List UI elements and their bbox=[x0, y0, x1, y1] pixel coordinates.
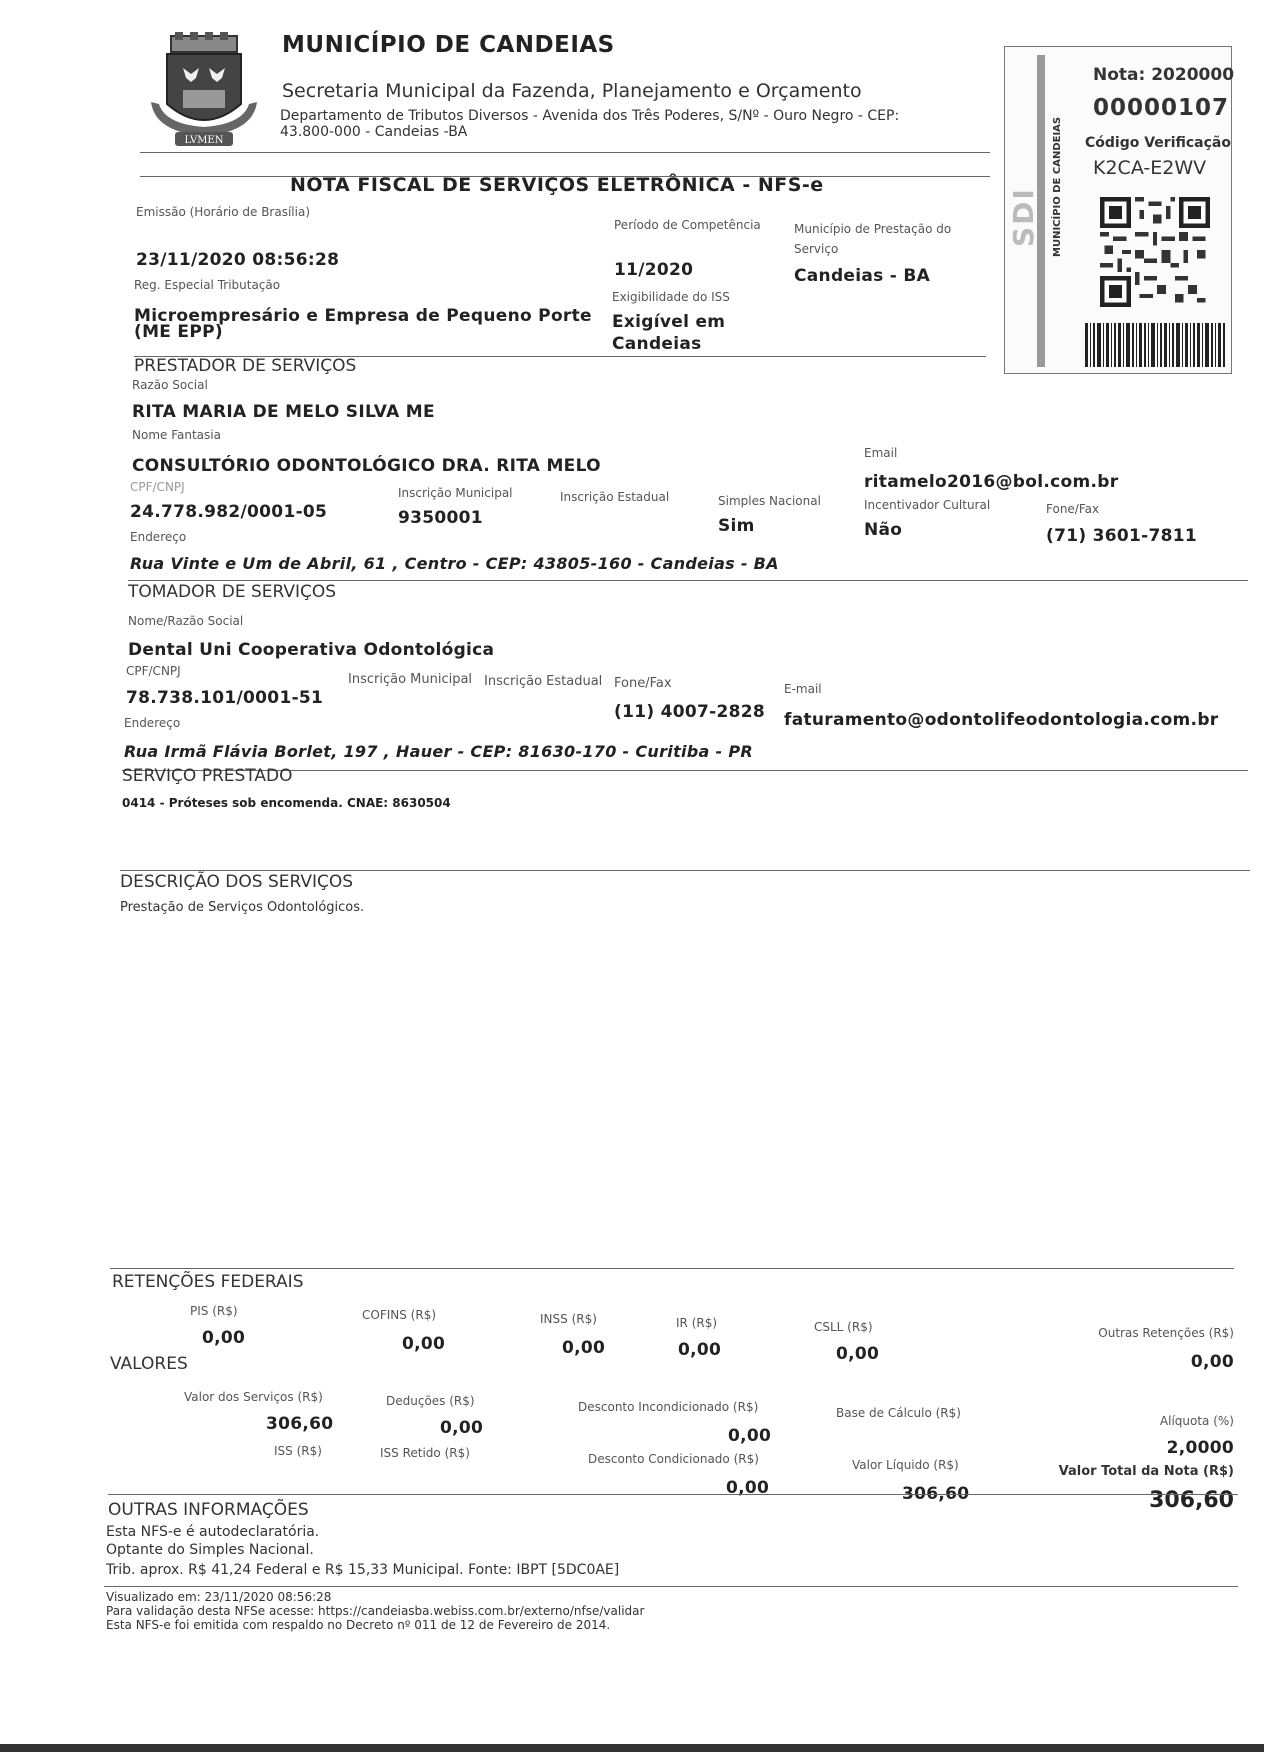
desconto-condicionado-label: Desconto Condicionado (R$) bbox=[588, 1452, 759, 1466]
csll-label: CSLL (R$) bbox=[814, 1320, 873, 1334]
department-line-1: Departamento de Tributos Diversos - Avenida dos Três Poderes, S/Nº - Ouro Negro - CEP: bbox=[280, 108, 900, 124]
cofins-value: 0,00 bbox=[402, 1334, 446, 1354]
prestador-cnpj-value: 24.778.982/0001-05 bbox=[130, 502, 328, 522]
prestador-razao-label: Razão Social bbox=[132, 378, 208, 392]
qr-code-icon bbox=[1100, 197, 1210, 307]
outras-retencoes-value: 0,00 bbox=[1190, 1352, 1234, 1372]
prestador-fantasia-label: Nome Fantasia bbox=[132, 428, 221, 442]
emission-value: 23/11/2020 08:56:28 bbox=[136, 250, 340, 270]
tomador-email-value: faturamento@odontolifeodontologia.com.br bbox=[784, 710, 1219, 730]
municipio-prestacao-value: Candeias - BA bbox=[794, 266, 931, 286]
regime-value-2: (ME EPP) bbox=[134, 322, 223, 342]
prestador-incentivador-value: Não bbox=[864, 520, 903, 540]
prestador-endereco-value: Rua Vinte e Um de Abril, 61 , Centro - CEP: 43805-160 - Candeias - BA bbox=[130, 554, 779, 573]
seal-motto: LVMEN bbox=[184, 135, 224, 146]
barcode-icon bbox=[1085, 323, 1225, 367]
exigibilidade-value-1: Exigível em bbox=[612, 312, 726, 332]
municipality-title: MUNICÍPIO DE CANDEIAS bbox=[282, 32, 615, 58]
prestador-fone-value: (71) 3601-7811 bbox=[1046, 526, 1197, 546]
servico-section-title: SERVIÇO PRESTADO bbox=[122, 766, 293, 786]
outras-line-2: Optante do Simples Nacional. bbox=[106, 1542, 314, 1558]
title-divider bbox=[140, 176, 990, 177]
aliquota-label: Alíquota (%) bbox=[1159, 1414, 1234, 1428]
valor-liquido-value: 306,60 bbox=[902, 1484, 970, 1504]
tomador-endereco-value: Rua Irmã Flávia Borlet, 197 , Hauer - CEP: 81630-170 - Curitiba - PR bbox=[124, 742, 753, 761]
inss-value: 0,00 bbox=[562, 1338, 606, 1358]
prestador-divider bbox=[128, 580, 1248, 581]
side-municipality-text: MUNICÍPIO DE CANDEIAS bbox=[1052, 116, 1063, 257]
tomador-fone-label: Fone/Fax bbox=[614, 676, 672, 691]
tomador-endereco-label: Endereço bbox=[124, 716, 181, 730]
municipality-coat-of-arms bbox=[145, 32, 263, 150]
prestador-im-value: 9350001 bbox=[398, 508, 483, 528]
competencia-value: 11/2020 bbox=[614, 260, 694, 280]
emission-label: Emissão (Horário de Brasília) bbox=[136, 205, 310, 219]
outras-retencoes-label: Outras Retenções (R$) bbox=[1098, 1326, 1234, 1340]
retencoes-section-title: RETENÇÕES FEDERAIS bbox=[112, 1272, 304, 1292]
prestador-email-label: Email bbox=[864, 446, 898, 460]
prestador-simples-label: Simples Nacional bbox=[718, 494, 821, 508]
tomador-section-title: TOMADOR DE SERVIÇOS bbox=[128, 582, 337, 602]
department-line-2: 43.800-000 - Candeias -BA bbox=[280, 124, 468, 140]
prestador-section-title: PRESTADOR DE SERVIÇOS bbox=[134, 356, 357, 376]
regime-value-1: Microempresário e Empresa de Pequeno Porte bbox=[134, 306, 592, 326]
deducoes-value: 0,00 bbox=[440, 1418, 484, 1438]
scan-bottom-edge bbox=[0, 1744, 1264, 1752]
prestador-im-label: Inscrição Municipal bbox=[398, 486, 513, 500]
prestador-cnpj-label: CPF/CNPJ bbox=[130, 480, 185, 494]
exigibilidade-label: Exigibilidade do ISS bbox=[612, 290, 730, 304]
outras-line-3: Trib. aprox. R$ 41,24 Federal e R$ 15,33 Municipal. Fonte: IBPT [5DC0AE] bbox=[106, 1562, 620, 1578]
tomador-nome-value: Dental Uni Cooperativa Odontológica bbox=[128, 640, 495, 660]
secretariat-name: Secretaria Municipal da Fazenda, Planejamento e Orçamento bbox=[282, 80, 862, 102]
servico-value: 0414 - Próteses sob encomenda. CNAE: 8630504 bbox=[122, 796, 451, 810]
desconto-incondicionado-label: Desconto Incondicionado (R$) bbox=[578, 1400, 759, 1414]
desconto-incondicionado-value: 0,00 bbox=[728, 1426, 772, 1446]
tomador-email-label: E-mail bbox=[784, 682, 822, 696]
outras-section-title: OUTRAS INFORMAÇÕES bbox=[108, 1500, 309, 1520]
footer-line-1: Visualizado em: 23/11/2020 08:56:28 bbox=[106, 1590, 332, 1604]
csll-value: 0,00 bbox=[836, 1344, 880, 1364]
valor-liquido-label: Valor Líquido (R$) bbox=[852, 1458, 959, 1472]
verification-code-label: Código Verificação bbox=[1085, 135, 1231, 151]
verification-code-value: K2CA-E2WV bbox=[1093, 157, 1207, 179]
municipio-prestacao-label-2: Serviço bbox=[794, 242, 839, 256]
ir-value: 0,00 bbox=[678, 1340, 722, 1360]
cofins-label: COFINS (R$) bbox=[362, 1308, 437, 1322]
footer-line-2: Para validação desta NFSe acesse: https://candeiasba.webiss.com.br/externo/nfse/validar bbox=[106, 1604, 645, 1618]
nota-label: Nota: 2020000 bbox=[1093, 65, 1235, 85]
regime-label: Reg. Especial Tributação bbox=[134, 278, 281, 292]
desconto-condicionado-value: 0,00 bbox=[726, 1478, 770, 1498]
competencia-label: Período de Competência bbox=[614, 218, 761, 232]
retencoes-divider bbox=[110, 1268, 1234, 1269]
tomador-nome-label: Nome/Razão Social bbox=[128, 614, 244, 628]
ir-label: IR (R$) bbox=[676, 1316, 718, 1330]
prestador-endereco-label: Endereço bbox=[130, 530, 187, 544]
descricao-section-title: DESCRIÇÃO DOS SERVIÇOS bbox=[120, 872, 354, 892]
footer-line-3: Esta NFS-e foi emitida com respaldo no Decreto nº 011 de 12 de Fevereiro de 2014. bbox=[106, 1618, 611, 1632]
deducoes-label: Deduções (R$) bbox=[386, 1394, 475, 1408]
pis-label: PIS (R$) bbox=[190, 1304, 238, 1318]
base-calculo-label: Base de Cálculo (R$) bbox=[836, 1406, 961, 1420]
nota-number: 00000107 bbox=[1093, 95, 1230, 121]
tomador-fone-value: (11) 4007-2828 bbox=[614, 702, 765, 722]
tomador-cnpj-label: CPF/CNPJ bbox=[126, 664, 181, 678]
valor-total-value: 306,60 bbox=[1149, 1488, 1234, 1513]
inss-label: INSS (R$) bbox=[540, 1312, 597, 1326]
prestador-incentivador-label: Incentivador Cultural bbox=[864, 498, 991, 512]
iss-retido-label: ISS Retido (R$) bbox=[380, 1446, 470, 1460]
servico-divider bbox=[120, 870, 1250, 871]
prestador-simples-value: Sim bbox=[718, 516, 755, 536]
prestador-ie-label: Inscrição Estadual bbox=[560, 490, 670, 504]
prestador-fantasia-value: CONSULTÓRIO ODONTOLÓGICO DRA. RITA MELO bbox=[132, 456, 601, 476]
side-logo: SDI bbox=[1007, 187, 1040, 247]
valores-section-title: VALORES bbox=[110, 1354, 188, 1374]
verification-box bbox=[1004, 46, 1235, 374]
document-title: NOTA FISCAL DE SERVIÇOS ELETRÔNICA - NFS-e bbox=[290, 174, 824, 196]
pis-value: 0,00 bbox=[202, 1328, 246, 1348]
municipio-prestacao-label-1: Município de Prestação do bbox=[794, 222, 952, 236]
valor-servicos-value: 306,60 bbox=[266, 1414, 334, 1434]
descricao-value: Prestação de Serviços Odontológicos. bbox=[120, 900, 365, 915]
valores-divider bbox=[108, 1494, 1238, 1495]
header-divider bbox=[140, 152, 990, 153]
exigibilidade-value-2: Candeias bbox=[612, 334, 702, 354]
aliquota-value: 2,0000 bbox=[1166, 1438, 1234, 1458]
tomador-ie-label: Inscrição Estadual bbox=[484, 674, 603, 689]
valor-servicos-label: Valor dos Serviços (R$) bbox=[184, 1390, 323, 1404]
iss-label: ISS (R$) bbox=[274, 1444, 322, 1458]
valor-total-label: Valor Total da Nota (R$) bbox=[1058, 1464, 1234, 1479]
prestador-razao-value: RITA MARIA DE MELO SILVA ME bbox=[132, 402, 435, 422]
prestador-fone-label: Fone/Fax bbox=[1046, 502, 1100, 516]
prestador-email-value: ritamelo2016@bol.com.br bbox=[864, 472, 1119, 492]
tomador-cnpj-value: 78.738.101/0001-51 bbox=[126, 688, 324, 708]
outras-divider bbox=[104, 1586, 1238, 1587]
outras-line-1: Esta NFS-e é autodeclaratória. bbox=[106, 1524, 320, 1540]
tomador-im-label: Inscrição Municipal bbox=[348, 672, 473, 687]
